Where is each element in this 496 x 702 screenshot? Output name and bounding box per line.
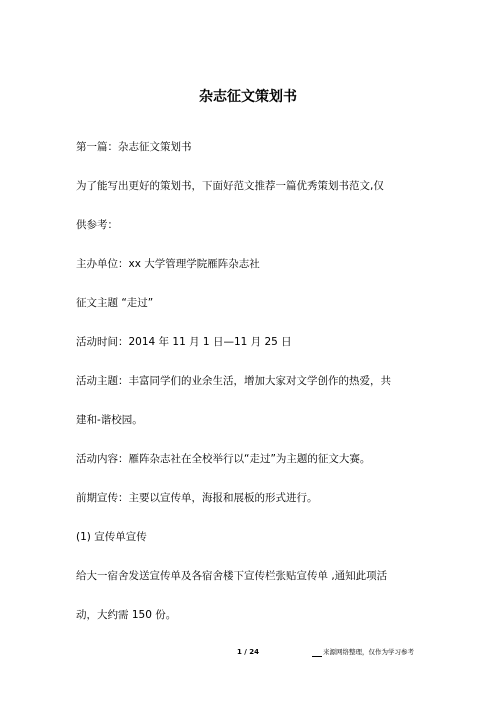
time-line: 活动时间：2014 年 11 月 1 日—11 月 25 日 — [76, 336, 292, 348]
footer-source-text: 来源网络整理，仅作为学习参考 — [323, 648, 414, 656]
body-line: 建和-谐校园。 — [76, 414, 143, 426]
document-title: 杂志征文策划书 — [199, 89, 297, 105]
body-line: 给大一宿舍发送宣传单及各宿舍楼下宣传栏张贴宣传单 ,通知此项活 — [76, 570, 388, 582]
body-line: 动，大约需 150 份。 — [76, 609, 177, 621]
organizer-line: 主办单位：xx 大学管理学院雁阵杂志社 — [76, 258, 260, 270]
body-line: 为了能写出更好的策划书，下面好范文推荐一篇优秀策划书范文,仅 — [76, 180, 384, 192]
underline-mark — [312, 648, 322, 657]
theme-line: 征文主题 “走过” — [76, 297, 154, 309]
page-number: 1 / 24 — [236, 648, 260, 656]
section-heading: 第一篇：杂志征文策划书 — [76, 141, 192, 153]
subject-line: 活动主题：丰富同学们的业余生活，增加大家对文学创作的热爱，共 — [76, 375, 391, 387]
list-item-heading: (1) 宣传单宣传 — [76, 531, 147, 543]
footer-note — [312, 647, 414, 657]
body-line: 供参考： — [76, 219, 118, 231]
content-line: 活动内容：雁阵杂志社在全校举行以“走过”为主题的征文大赛。 — [76, 453, 371, 465]
publicity-line: 前期宣传：主要以宣传单，海报和展板的形式进行。 — [76, 492, 318, 504]
